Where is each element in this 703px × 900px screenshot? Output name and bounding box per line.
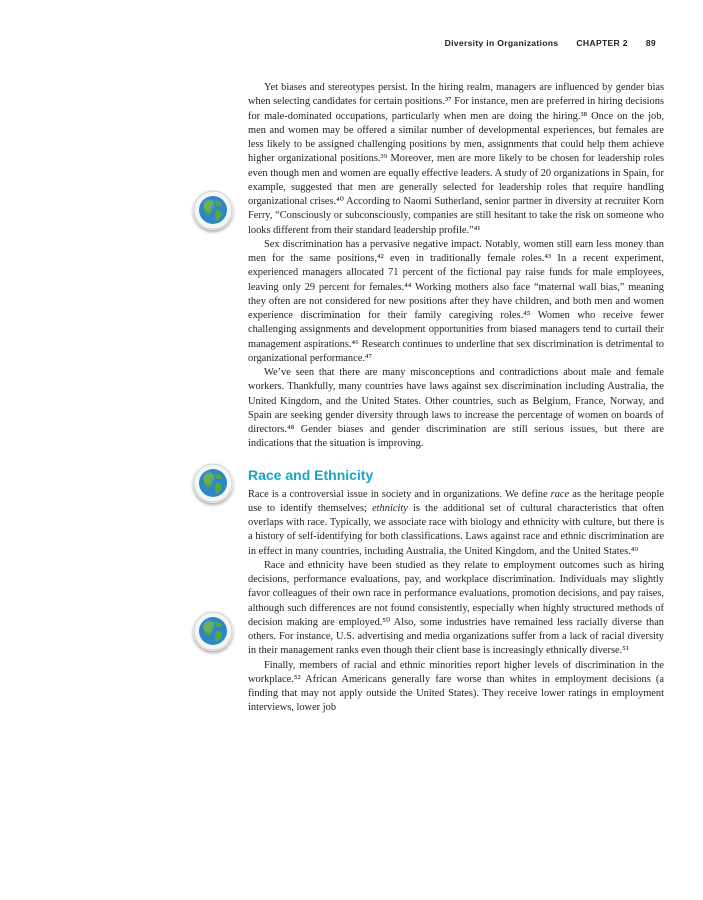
term-ethnicity: ethnicity: [372, 502, 408, 514]
body-paragraph: Finally, members of racial and ethnic minorities report higher levels of discrimination in the workplace.⁵² African Americans generally fare worse than whites in employment decisions (a finding that may not apply outside the United States). They receive lower ratings in employment interviews, lower job: [248, 659, 664, 714]
page-number: 89: [645, 38, 656, 48]
page-body: [248, 81, 664, 716]
body-paragraph: Race and ethnicity have been studied as they relate to employment outcomes such as hiring decisions, performance evaluations, pay, and workplace discrimination. Individuals may slightly favor colleagues of their own race in performance evaluations, promotion decisions, and pay raises, although such differences are not found consistently, especially when highly structured methods of decision making are employed.⁵⁰ Also, some industries have remained less racially diverse than others. For instance, U.S. advertising and media organizations suffer from a lack of racial diversity in their management ranks even though their client base is increasingly ethnically diverse.⁵¹: [248, 559, 664, 657]
running-header: [445, 38, 656, 48]
body-paragraph: Yet biases and stereotypes persist. In the hiring realm, managers are influenced by gender bias when selecting candidates for certain positions.³⁷ For instance, men are preferred in hiring decisions for male-dominated occupations, particularly when men are doing the hiring.³⁸ Once on the job, men and women may be offered a similar number of developmental experiences, but females are less likely to be assigned challenging positions by men, assignments that could help them achieve higher organizational positions.³⁹ Moreover, men are more likely to be chosen for leadership roles even though men and women are equally effective leaders. A study of 20 organizations in Spain, for example, suggested that men are generally selected for leadership roles that require handling organizational crises.⁴⁰ According to Naomi Sutherland, senior partner in diversity at recruiter Korn Ferry, “Consciously or subconsciously, companies are still hesitant to take the risk on someone who looks different from their standard leadership profile.”⁴¹: [248, 82, 664, 236]
globe-icon: [193, 611, 233, 651]
globe-icon: [193, 190, 233, 230]
chapter-label: CHAPTER 2: [576, 38, 628, 48]
section-intro-paragraph: Race is a controversial issue in society and in organizations. We define race as the heritage people use to identify themselves; ethnicity is the additional set of cultural characteristics that often overlaps with race. Typically, we associate race with biology and ethnicity with culture, but there is a history of self-identifying for both classifications. Laws against race and ethnic discrimination are in effect in many countries, including Australia, the United Kingdom, and the United States.⁴⁹: [248, 488, 664, 557]
book-section-title: Diversity in Organizations: [444, 38, 559, 48]
body-paragraph: Sex discrimination has a pervasive negative impact. Notably, women still earn less money than men for the same positions,⁴² even in traditionally female roles.⁴³ In a recent experiment, experienced managers allocated 71 percent of the fictional pay raise funds for male employees, leaving only 29 percent for females.⁴⁴ Working mothers also face “maternal wall bias,” meaning they often are not considered for new positions after they have children, and both men and women experience discrimination for their family caregiving roles.⁴⁵ Women who receive fewer challenging assignments and development opportunities from biased managers tend to curtail their management aspirations.⁴⁶ Research continues to underline that sex discrimination is detrimental to organizational performance.⁴⁷: [248, 238, 664, 364]
section-heading: Race and Ethnicity: [248, 466, 374, 483]
body-paragraph: We’ve seen that there are many misconceptions and contradictions about male and female workers. Thankfully, many countries have laws against sex discrimination including Australia, the United Kingdom, and the United States. Other countries, such as Belgium, France, Norway, and Spain are seeking gender diversity through laws to increase the percentage of women on boards of directors.⁴⁸ Gender biases and gender discrimination are still serious issues, but there are indications that the situation is improving.: [248, 367, 664, 450]
globe-icon: [193, 463, 233, 503]
term-race: race: [550, 488, 570, 500]
